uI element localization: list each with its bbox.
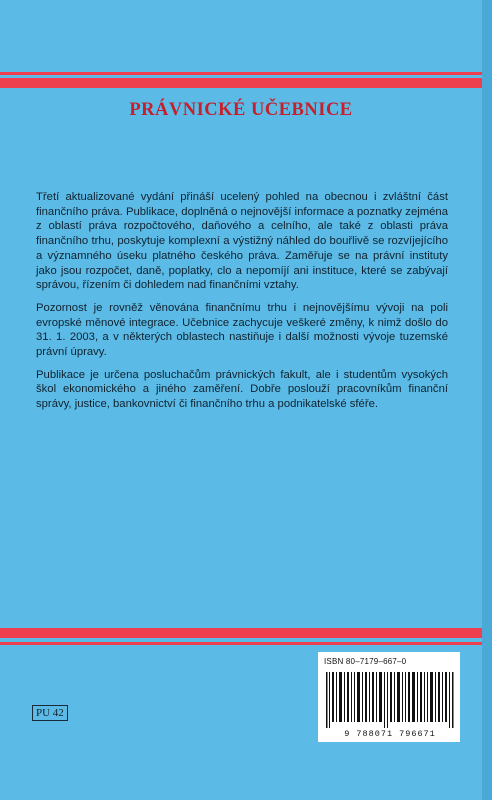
isbn-label [318, 652, 460, 742]
top-red-band [0, 78, 482, 88]
top-thin-stripe [0, 72, 482, 75]
publisher-code-box: PU 42 [32, 705, 68, 721]
description-text [36, 190, 448, 420]
bottom-thin-stripe [0, 642, 482, 645]
bottom-red-band [0, 628, 482, 638]
cover-edge [482, 0, 492, 800]
description-paragraph-1: Třetí aktualizované vydání přináší ucelený pohled na obecnou i zvláštní část finančního práva. Publikace, doplněná o nejnovější informace a poznatky zejména z oblastí práva rozpočtového, daňového a celního, ale také z oblasti práva finančního trhu, poskytuje komplexní a výstižný náhled do bouřlivě se rozvíjejícího a významného úseku platného českého práva. Zaměřuje se na právní instituty jako jsou rozpočet, daně, poplatky, clo a nepomíjí ani instituce, které se zabývají správou, řízením či dohledem nad finančními vztahy. [36, 191, 448, 292]
description-paragraph-3: Publikace je určena posluchačům právnických fakult, ale i studentům vysokých škol ekonomického a jiného zaměření. Dobře poslouží pracovníkům finanční správy, justice, bankovnictví či finančního trhu a podnikatelské sféře. [36, 368, 448, 411]
barcode-icon [326, 672, 454, 728]
description-paragraph-2: Pozornost je rovněž věnována finančnímu trhu i nejnovějšímu vývoji na poli evropské měnové integrace. Učebnice zachycuje veškeré změny, k nimž došlo do 31. 1. 2003, a v některých oblastech nastiňuje i další možnosti vývoje tuzemské právní úpravy. [36, 301, 448, 359]
isbn-number: ISBN 80–7179–667–0 [324, 657, 407, 666]
series-title: PRÁVNICKÉ UČEBNICE [129, 100, 353, 120]
barcode-number: 9 788071 796671 [344, 729, 436, 739]
